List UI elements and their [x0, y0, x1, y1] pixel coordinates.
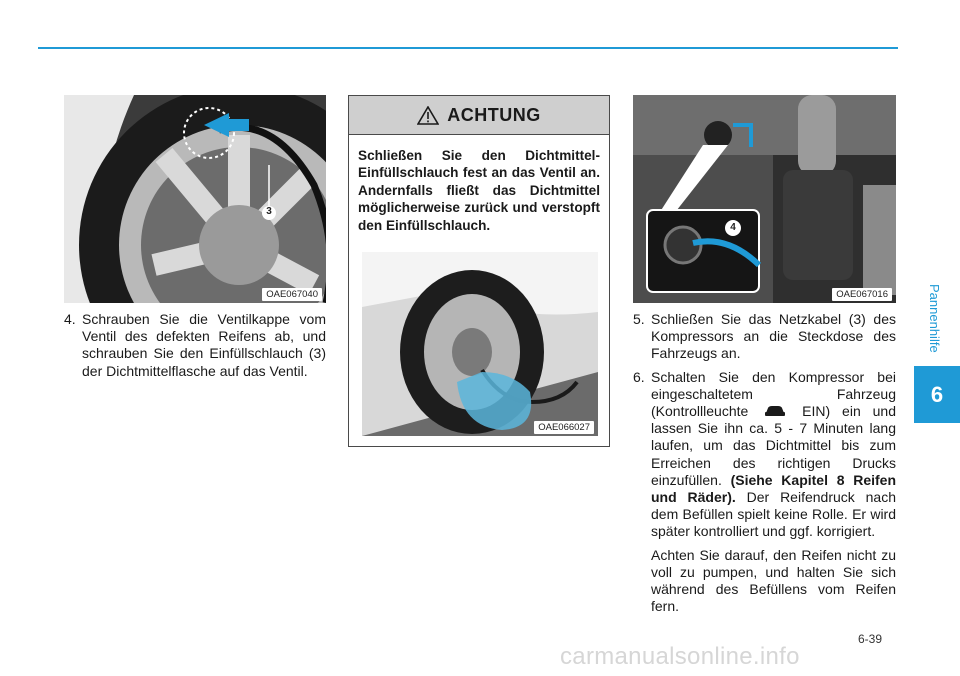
note-paragraph: Achten Sie darauf, den Reifen nicht zu voll zu pumpen, und halten Sie sich während des Befüllens vom Reifen fern. [651, 546, 896, 615]
tire-sealant-photo [362, 252, 598, 436]
section-title: Pannenhilfe [927, 283, 942, 353]
image-code: OAE067040 [262, 288, 322, 301]
left-instructions [64, 311, 326, 380]
right-instructions [633, 311, 896, 615]
wheel-valve-photo [64, 95, 326, 303]
image-code: OAE067016 [832, 288, 892, 301]
vehicle-on-indicator-icon [764, 404, 786, 418]
image-code: OAE066027 [534, 421, 594, 434]
warning-box [348, 95, 610, 447]
chapter-tab: 6 [914, 366, 960, 423]
warning-triangle-icon [417, 106, 439, 125]
callout-4: 4 [730, 222, 736, 233]
warning-text: Schließen Sie den Dichtmittel-Einfüllschlauch fest an das Ventil an. Andernfalls fließt das Dichtmittel möglicherweise zurück und verstopft den Einfüllschlauch. [358, 148, 600, 233]
warning-heading: ACHTUNG [349, 96, 609, 135]
callout-3: 3 [266, 206, 272, 217]
step-6: 6. Schalten Sie den Kompressor bei eingeschaltetem Fahrzeug (Kontrollleuchte EIN) ein und lassen Sie ihn ca. 5 - 7 Minuten lang laufen, um das Dichtmittel bis zum Erreichen des richtigen Drucks einzufüllen. (Siehe Kapitel 8 Reifen und Räder). Der Reifendruck nach dem Befüllen spielt keine Rolle. Er wird später kontrolliert und ggf. korrigiert. [633, 368, 897, 540]
page-number: 6-39 [858, 632, 883, 646]
watermark: carmanualsonline.info [560, 643, 800, 670]
step-5: 5. Schließen Sie das Netzkabel (3) des Kompressors an die Steckdose des Fahrzeugs an. [633, 311, 896, 362]
interior-socket-photo [633, 95, 896, 303]
step-4: 4. Schrauben Sie die Ventilkappe vom Ventil des defekten Reifens ab, und schrauben Sie den Einfüllschlauch (3) der Dichtmittelflasche auf das Ventil. [64, 311, 326, 379]
header-rule [38, 47, 898, 49]
